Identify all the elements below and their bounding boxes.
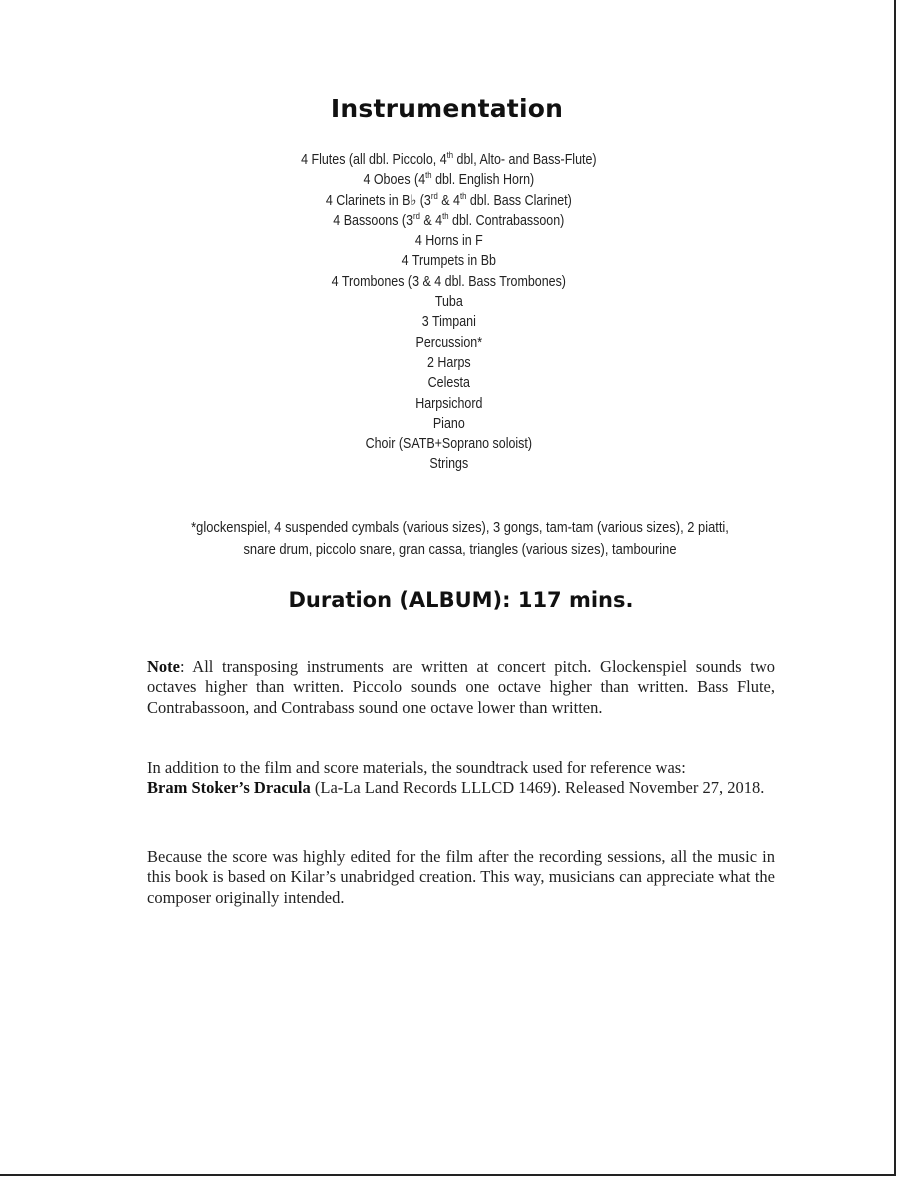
percussion-footnote <box>64 517 855 561</box>
list-item: 4 Flutes (all dbl. Piccolo, 4th dbl, Alto- and Bass-Flute) <box>301 150 597 168</box>
list-item: 4 Oboes (4th dbl. English Horn) <box>363 170 535 189</box>
list-item: 4 Trombones (3 & 4 dbl. Bass Trombones) <box>331 273 566 290</box>
list-item: Celesta <box>427 375 470 392</box>
closing-paragraph: Because the score was highly edited for the film after the recording sessions, all the music in this book is based on Kilar’s unabridged creation. This way, musicians can appreciate what the composer originally intended. <box>147 847 775 907</box>
percussion-footnote-line: *glockenspiel, 4 suspended cymbals (various sizes), 3 gongs, tam-tam (various sizes), 2 piatti, <box>191 519 729 536</box>
list-item: 4 Horns in F <box>414 233 483 250</box>
list-item: 3 Timpani <box>421 314 476 331</box>
list-item: Harpsichord <box>415 395 483 412</box>
list-item: Piano <box>432 415 465 432</box>
album-title: Bram Stoker’s Dracula <box>147 778 311 798</box>
percussion-footnote-line: snare drum, piccolo snare, gran cassa, triangles (various sizes), tambourine <box>243 541 677 558</box>
note-paragraph <box>147 657 775 718</box>
note-text: : All transposing instruments are written at concert pitch. Glockenspiel sounds two octaves higher than written. Piccolo sounds one octave higher than written. Bass Flute, Contrabassoon, and Contrabass sound one octave lower than written. <box>147 657 775 717</box>
list-item: 4 Clarinets in B♭ (3rd & 4th dbl. Bass Clarinet) <box>325 190 572 209</box>
list-item: 2 Harps <box>426 354 471 371</box>
instrument-list <box>64 150 833 475</box>
reference-details: (La-La Land Records LLLCD 1469). Released November 27, 2018. <box>310 778 765 798</box>
list-item: 4 Bassoons (3rd & 4th dbl. Contrabassoon) <box>333 211 565 229</box>
duration-heading: Duration (ALBUM): 117 mins. <box>288 588 634 612</box>
reference-intro: In addition to the film and score materials, the soundtrack used for reference was: <box>147 758 686 777</box>
page-title: Instrumentation <box>330 94 564 123</box>
note-label: Note <box>147 657 180 676</box>
list-item: Tuba <box>434 294 463 311</box>
list-item: Strings <box>429 456 469 473</box>
list-item: Percussion* <box>415 334 483 351</box>
list-item: Choir (SATB+Soprano soloist) <box>365 436 533 453</box>
list-item: 4 Trumpets in Bb <box>401 253 496 270</box>
reference-paragraph <box>147 758 775 799</box>
